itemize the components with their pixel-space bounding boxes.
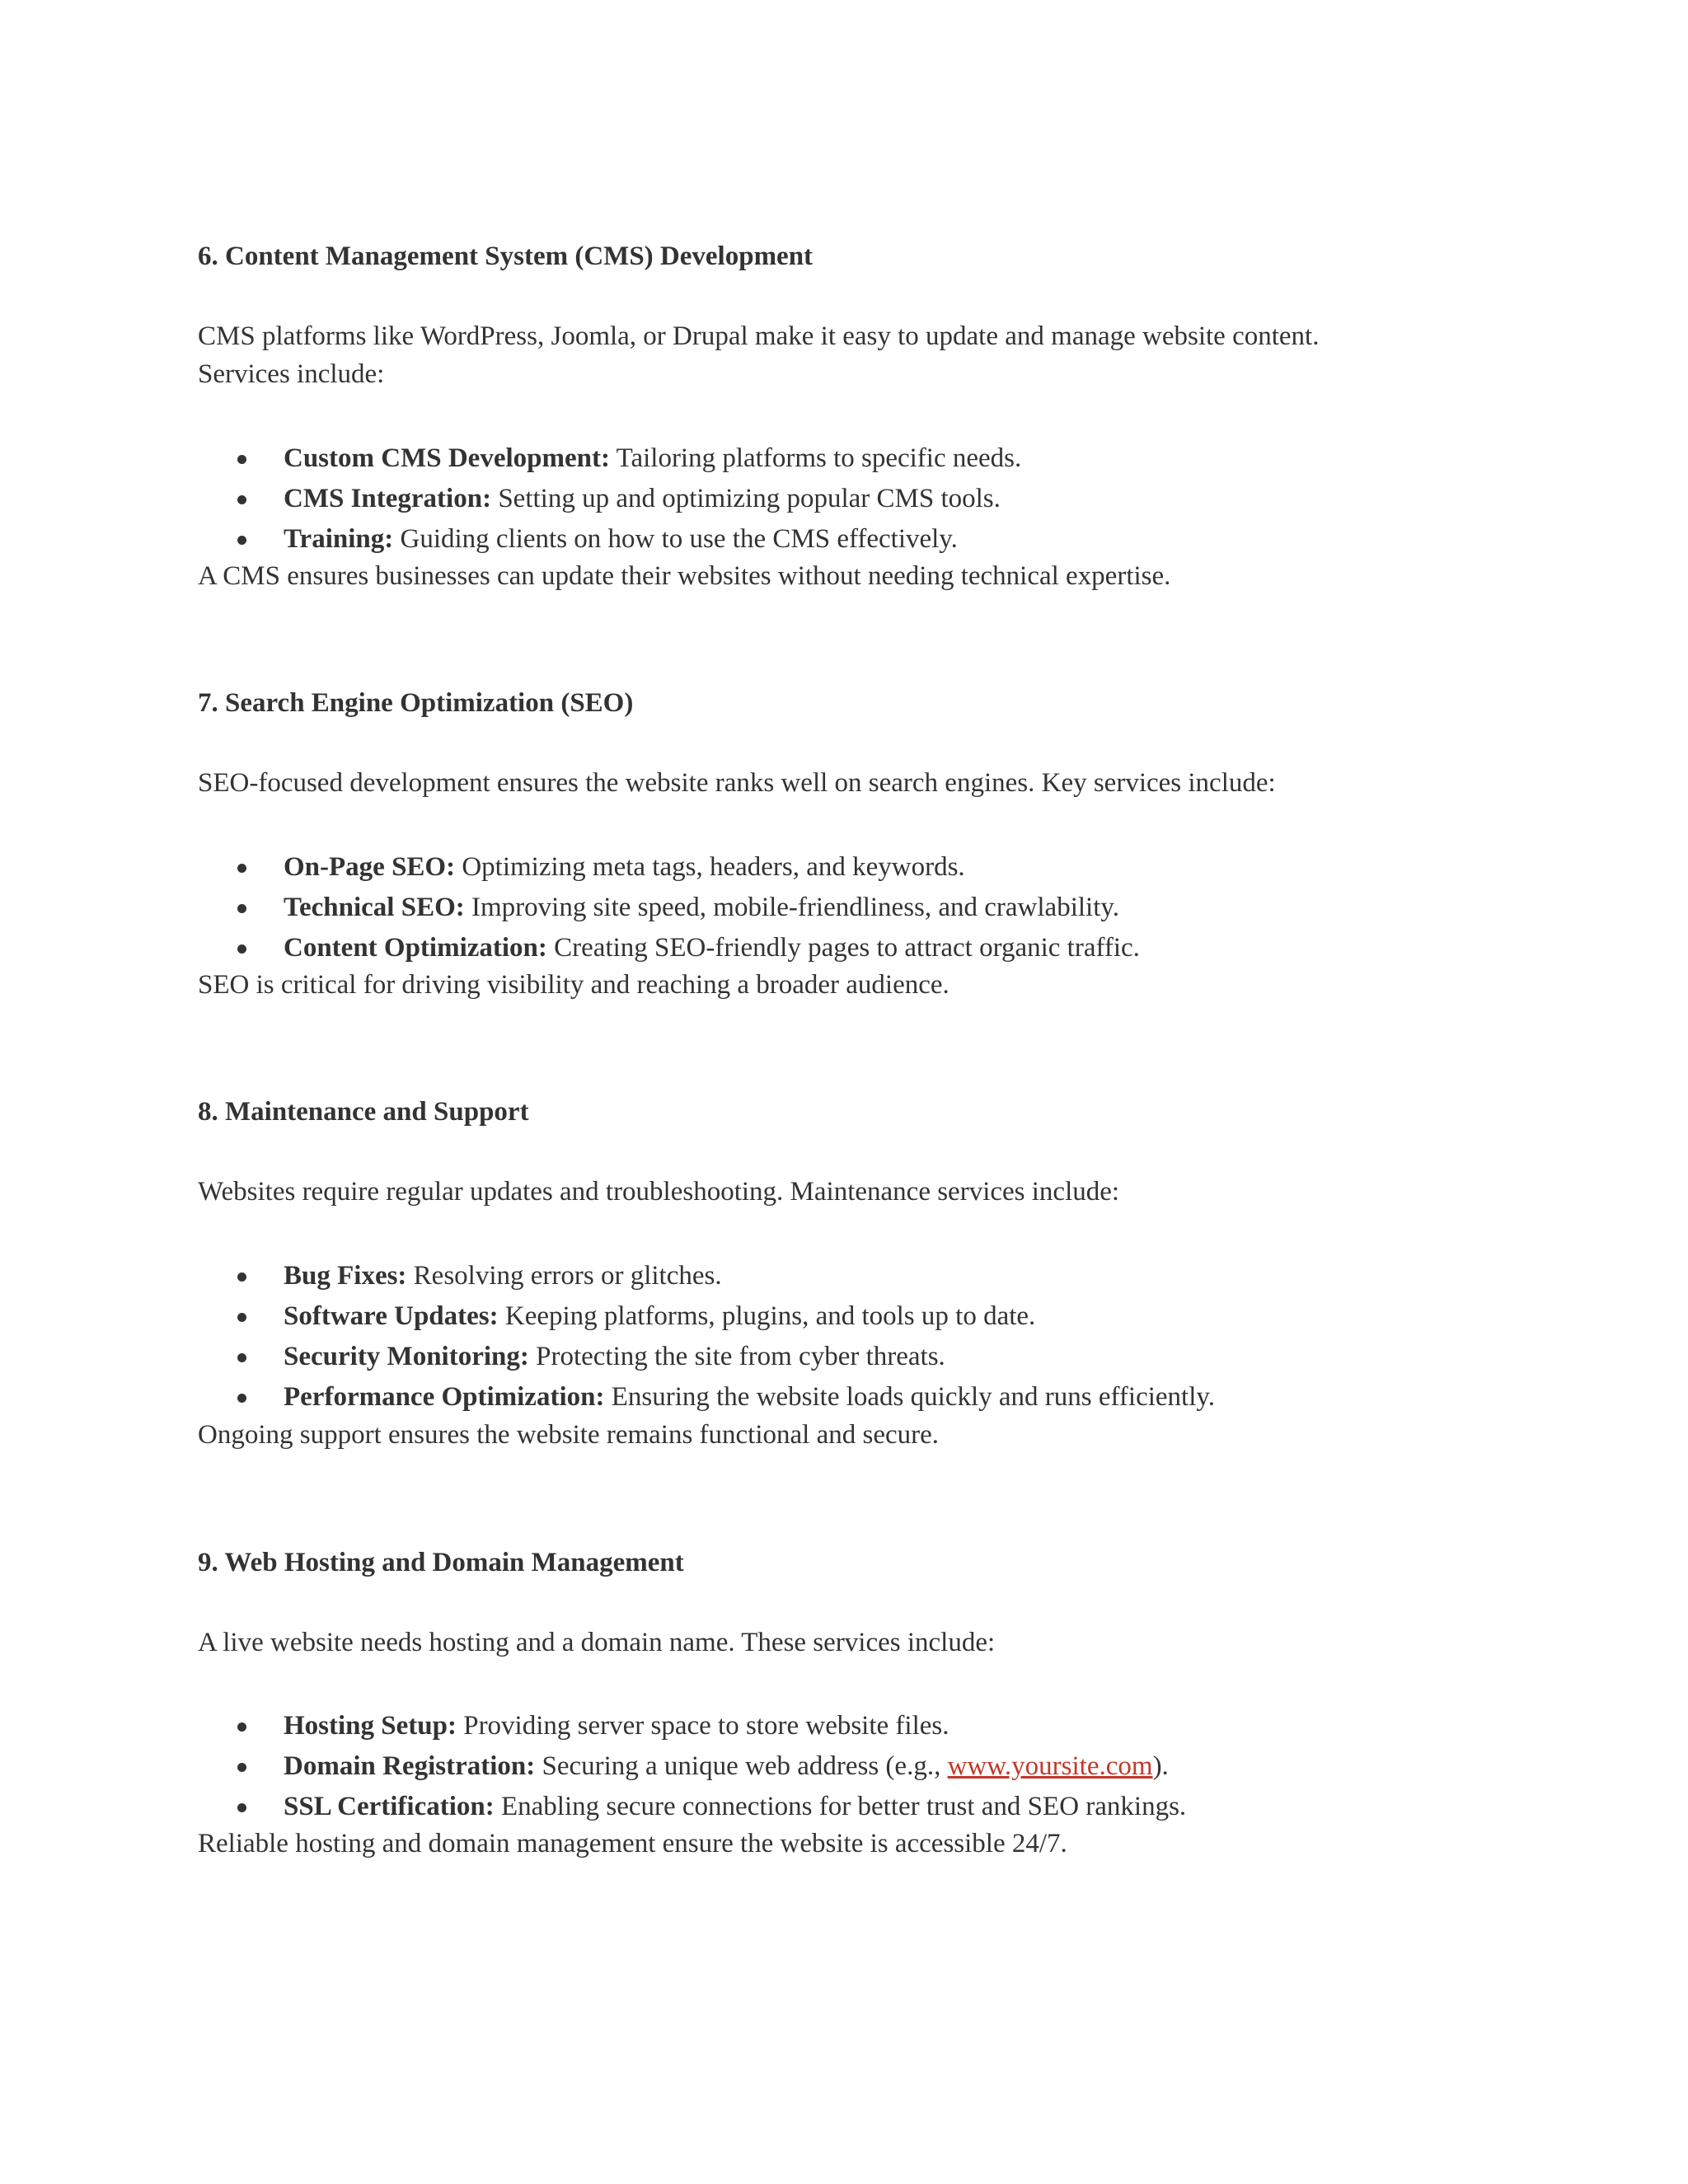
bullet-icon bbox=[237, 495, 246, 504]
item-desc: Protecting the site from cyber threats. bbox=[528, 1342, 945, 1371]
item-term: Technical SEO: bbox=[284, 893, 465, 922]
bullet-icon bbox=[237, 1313, 246, 1322]
item-desc: Creating SEO-friendly pages to attract organic traffic. bbox=[546, 933, 1140, 963]
item-desc: Resolving errors or glitches. bbox=[406, 1261, 722, 1291]
section-summary: Reliable hosting and domain management ensure the website is accessible 24/7. bbox=[198, 1829, 1067, 1858]
section-heading: 9. Web Hosting and Domain Management bbox=[198, 1548, 684, 1577]
section-summary: Ongoing support ensures the website remains functional and secure. bbox=[198, 1420, 940, 1450]
section-intro-line: CMS platforms like WordPress, Joomla, or Drupal make it easy to update and manage website content. bbox=[198, 321, 1320, 351]
item-desc-after: ). bbox=[1152, 1751, 1169, 1781]
item-term: Software Updates: bbox=[284, 1301, 499, 1331]
item-desc: Ensuring the website loads quickly and runs efficiently. bbox=[604, 1382, 1215, 1412]
section-summary: SEO is critical for driving visibility and reaching a broader audience. bbox=[198, 970, 950, 1000]
item-term: Domain Registration: bbox=[284, 1751, 536, 1781]
bullet-icon bbox=[237, 1722, 246, 1732]
item-desc: Providing server space to store website files. bbox=[456, 1711, 950, 1741]
section-intro-line: Websites require regular updates and troubleshooting. Maintenance services include: bbox=[198, 1177, 1120, 1207]
section-intro-line: Services include: bbox=[198, 359, 385, 389]
item-term: Bug Fixes: bbox=[284, 1261, 407, 1291]
bullet-icon bbox=[237, 536, 246, 545]
item-term: Custom CMS Development: bbox=[284, 443, 610, 473]
item-desc: Enabling secure connections for better trust and SEO rankings. bbox=[494, 1792, 1187, 1821]
item-term: SSL Certification: bbox=[284, 1792, 495, 1821]
bullet-icon bbox=[237, 1803, 246, 1812]
item-term: On-Page SEO: bbox=[284, 852, 456, 882]
domain-link[interactable]: www.yoursite.com bbox=[947, 1751, 1153, 1781]
section-intro-line: SEO-focused development ensures the website ranks well on search engines. Key services include: bbox=[198, 768, 1276, 798]
item-term: CMS Integration: bbox=[284, 484, 492, 513]
item-desc: Tailoring platforms to specific needs. bbox=[609, 443, 1022, 473]
item-term: Hosting Setup: bbox=[284, 1711, 457, 1741]
section-intro-line: A live website needs hosting and a domain name. These services include: bbox=[198, 1628, 996, 1657]
bullet-icon bbox=[237, 944, 246, 954]
item-desc: Setting up and optimizing popular CMS tools. bbox=[491, 484, 1001, 513]
bullet-icon bbox=[237, 455, 246, 464]
bullet-icon bbox=[237, 1394, 246, 1403]
item-desc: Guiding clients on how to use the CMS effectively. bbox=[393, 524, 958, 554]
item-term: Training: bbox=[284, 524, 394, 554]
item-desc: Keeping platforms, plugins, and tools up to date. bbox=[498, 1301, 1036, 1331]
bullet-icon bbox=[237, 864, 246, 873]
item-desc: Improving site speed, mobile-friendliness, and crawlability. bbox=[464, 893, 1119, 922]
item-term: Content Optimization: bbox=[284, 933, 547, 963]
section-heading: 7. Search Engine Optimization (SEO) bbox=[198, 688, 634, 718]
item-term: Security Monitoring: bbox=[284, 1342, 529, 1371]
bullet-icon bbox=[237, 904, 246, 913]
item-term: Performance Optimization: bbox=[284, 1382, 605, 1412]
bullet-icon bbox=[237, 1763, 246, 1772]
item-desc: Securing a unique web address (e.g., bbox=[535, 1751, 948, 1781]
bullet-icon bbox=[237, 1353, 246, 1362]
section-heading: 6. Content Management System (CMS) Development bbox=[198, 241, 814, 271]
bullet-icon bbox=[237, 1272, 246, 1282]
item-desc: Optimizing meta tags, headers, and keywords. bbox=[455, 852, 965, 882]
section-heading: 8. Maintenance and Support bbox=[198, 1097, 529, 1127]
section-summary: A CMS ensures businesses can update their websites without needing technical expertise. bbox=[198, 561, 1171, 591]
